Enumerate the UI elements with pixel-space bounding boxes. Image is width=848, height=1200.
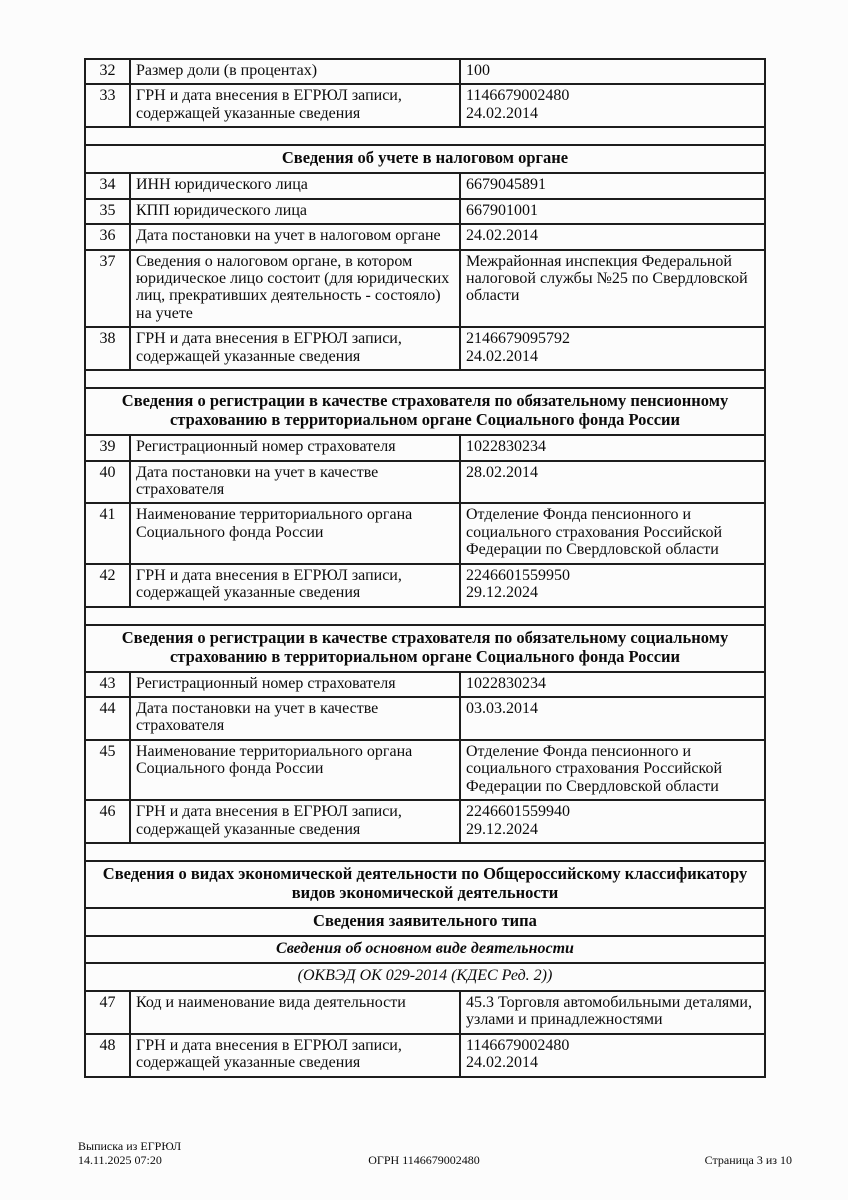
table-row [85,740,765,800]
section-header: Сведения о регистрации в качестве страхователя по обязательному социальному страхованию в территориальном органе Социального фонда России [85,625,765,672]
row-label-cell: Наименование территориального органа Социального фонда России [130,740,460,800]
row-number-cell: 48 [85,1034,130,1077]
section-header-row [85,625,765,672]
table-row [85,1034,765,1077]
table-row [85,672,765,697]
row-number-cell: 37 [85,250,130,328]
section-header-row [85,963,765,990]
row-value-cell [460,250,765,328]
spacer-row [85,370,765,388]
value-line: 24.02.2014 [466,347,538,365]
row-label-cell: Размер доли (в процентах) [130,59,460,84]
table-row [85,503,765,563]
row-number-cell: 47 [85,991,130,1034]
section-header-row [85,936,765,963]
row-label-cell: Сведения о налоговом органе, в котором юридическое лицо состоит (для юридических лиц, прекративших деятельность - состояло) на учете [130,250,460,328]
value-line: Межрайонная инспекция Федеральной налоговой службы №25 по Свердловской области [466,252,748,305]
row-number-cell: 43 [85,672,130,697]
egrul-table-body [85,59,765,1077]
table-row [85,84,765,127]
row-value-cell [460,435,765,460]
value-line: 29.12.2024 [466,820,538,838]
row-number-cell: 35 [85,199,130,224]
value-line: 24.02.2014 [466,104,538,122]
row-label-cell: Дата постановки на учет в налоговом органе [130,224,460,249]
row-value-cell [460,84,765,127]
table-row [85,250,765,328]
spacer-cell [85,607,765,625]
row-number-cell: 39 [85,435,130,460]
row-label-cell: КПП юридического лица [130,199,460,224]
row-value-cell [460,503,765,563]
spacer-row [85,127,765,145]
row-number-cell: 41 [85,503,130,563]
value-line: 1146679002480 [466,1036,570,1054]
value-line: 1022830234 [466,674,546,692]
footer-datetime: 14.11.2025 07:20 [78,1153,162,1168]
row-number-cell: 46 [85,800,130,843]
row-label-cell: ГРН и дата внесения в ЕГРЮЛ записи, содержащей указанные сведения [130,327,460,370]
value-line: 03.03.2014 [466,700,538,718]
row-value-cell [460,224,765,249]
row-value-cell [460,672,765,697]
row-value-cell [460,461,765,504]
value-line: 1146679002480 [466,87,570,105]
row-number-cell: 42 [85,564,130,607]
spacer-row [85,607,765,625]
table-row [85,224,765,249]
row-number-cell: 44 [85,697,130,740]
row-value-cell [460,199,765,224]
table-row [85,991,765,1034]
row-label-cell: ГРН и дата внесения в ЕГРЮЛ записи, содержащей указанные сведения [130,84,460,127]
row-number-cell: 40 [85,461,130,504]
row-number-cell: 32 [85,59,130,84]
table-row [85,697,765,740]
row-number-cell: 33 [85,84,130,127]
row-label-cell: Регистрационный номер страхователя [130,435,460,460]
row-number-cell: 34 [85,173,130,198]
row-label-cell: ГРН и дата внесения в ЕГРЮЛ записи, содержащей указанные сведения [130,1034,460,1077]
row-label-cell: Регистрационный номер страхователя [130,672,460,697]
row-value-cell [460,740,765,800]
table-row [85,800,765,843]
value-line: 667901001 [466,201,538,219]
section-header-row [85,861,765,908]
table-row [85,461,765,504]
footer-doc-title: Выписка из ЕГРЮЛ [78,1139,182,1153]
value-line: 6679045891 [466,176,546,194]
row-label-cell: ГРН и дата внесения в ЕГРЮЛ записи, содержащей указанные сведения [130,564,460,607]
row-value-cell [460,991,765,1034]
row-value-cell [460,697,765,740]
value-line: 45.3 Торговля автомобильными деталями, узлами и принадлежностями [466,993,752,1029]
table-row [85,327,765,370]
row-number-cell: 38 [85,327,130,370]
value-line: Отделение Фонда пенсионного и социального страхования Российской Федерации по Свердловской области [466,742,723,795]
value-line: 29.12.2024 [466,584,538,602]
table-row [85,173,765,198]
value-line: 24.02.2014 [466,1054,538,1072]
value-line: 24.02.2014 [466,227,538,245]
value-line: 2146679095792 [466,330,570,348]
value-line: 2246601559940 [466,803,570,821]
section-header-row [85,388,765,435]
footer-page-number: Страница 3 из 10 [704,1153,792,1167]
table-row [85,59,765,84]
section-header: Сведения об учете в налоговом органе [85,145,765,173]
row-value-cell [460,800,765,843]
row-number-cell: 45 [85,740,130,800]
section-header: Сведения о регистрации в качестве страхователя по обязательному пенсионному страхованию в территориальном органе Социального фонда России [85,388,765,435]
section-header: Сведения заявительного типа [85,908,765,936]
row-label-cell: Наименование территориального органа Социального фонда России [130,503,460,563]
row-label-cell: Код и наименование вида деятельности [130,991,460,1034]
spacer-cell [85,843,765,861]
value-line: 2246601559950 [466,566,570,584]
spacer-cell [85,127,765,145]
row-label-cell: Дата постановки на учет в качестве страхователя [130,461,460,504]
egrul-table [84,58,766,1078]
row-label-cell: Дата постановки на учет в качестве страхователя [130,697,460,740]
spacer-row [85,843,765,861]
table-row [85,199,765,224]
spacer-cell [85,370,765,388]
row-value-cell [460,173,765,198]
value-line: 100 [466,62,490,79]
section-header-row [85,908,765,936]
row-value-cell [460,59,765,84]
section-header: Сведения о видах экономической деятельности по Общероссийскому классификатору видов экономической деятельности [85,861,765,908]
value-line: 28.02.2014 [466,463,538,481]
row-label-cell: ИНН юридического лица [130,173,460,198]
row-value-cell [460,564,765,607]
section-header: (ОКВЭД ОК 029-2014 (КДЕС Ред. 2)) [85,963,765,990]
section-header-row [85,145,765,173]
row-value-cell [460,1034,765,1077]
row-value-cell [460,327,765,370]
value-line: Отделение Фонда пенсионного и социального страхования Российской Федерации по Свердловской области [466,506,723,559]
row-label-cell: ГРН и дата внесения в ЕГРЮЛ записи, содержащей указанные сведения [130,800,460,843]
value-line: 1022830234 [466,438,546,456]
footer-ogrn: ОГРН 1146679002480 [368,1153,480,1167]
section-header: Сведения об основном виде деятельности [85,936,765,963]
table-row [85,564,765,607]
row-number-cell: 36 [85,224,130,249]
table-row [85,435,765,460]
